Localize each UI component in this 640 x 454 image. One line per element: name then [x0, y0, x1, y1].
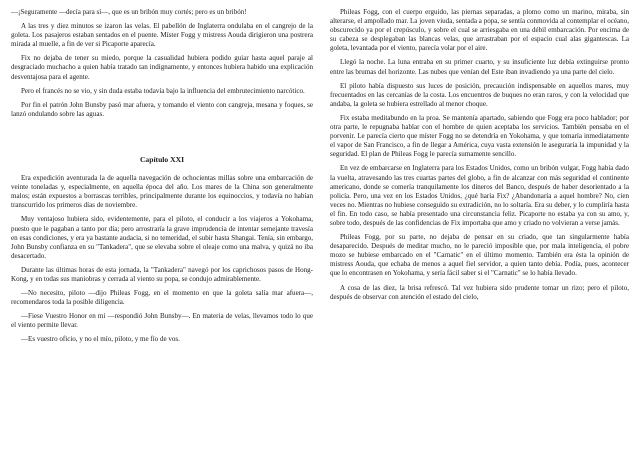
- left-page-column: [11, 8, 313, 350]
- right-page-column: [330, 8, 629, 307]
- paragraph: Pero el francés no se vio, y sin duda estaba todavía bajo la influencia del embrutecimiento narcótico.: [21, 86, 305, 95]
- paragraph: El piloto había dispuesto sus luces de posición, precaución indispensable en aquellos mares, muy frecuentados en las cercanías de la costa. Los encuentros de buques no eran raros, y con la velocidad que andaba, la goleta se hubiera estrellado al menor choque.: [330, 81, 629, 108]
- paragraph: Phileas Fogg, con el cuerpo erguido, las piernas separadas, a plomo como un marino, miraba, sin alterarse, el ampollado mar. La joven viuda, sentada a popa, se sentía conmovida al contemplar el océano, obscurecido ya por el crepúsculo, y sobre el cual se arriesgaba en una débil embarcación. Por encima de su cabeza se desplegaban las blancas velas, que arrastraban por el espacio cual alas gigantescas. La goleta, levantada por el viento, parecía volar por el aire.: [330, 8, 629, 53]
- paragraph: A cosa de las diez, la brisa refrescó. Tal vez hubiera sido prudente tomar un rizo; pero el piloto, después de observar con atención el estado del cielo,: [330, 283, 629, 301]
- paragraph: Por fin el patrón John Bunsby pasó mar afuera, y tomando el viento con cangreja, mesana y foques, se lanzó ondulando sobre las aguas.: [11, 100, 313, 118]
- chapter-heading: Capítulo XXI: [139, 154, 185, 164]
- paragraph: Fix no dejaba de tener su miedo, porque la casualidad hubiera podido guiar hasta aquel paraje al desgraciado muchacho a quien había tratado tan indignamente, y entonces hubiera habido una explicación desventajosa para el agente.: [11, 54, 313, 81]
- paragraph: —Es vuestro oficio, y no el mío, piloto, y me fío de vos.: [21, 335, 180, 344]
- paragraph: —No necesito, piloto —dijo Phileas Fogg, en el momento en que la goleta salía mar afuera—, recomendaros toda la posible diligencia.: [11, 289, 313, 307]
- paragraph: Durante las últimas horas de esta jornada, la "Tankadera" navegó por los caprichosos pasos de Hong-Kong, y en todas sus maniobras y cerrada al viento su popa, se condujo admirablemente.: [11, 265, 313, 283]
- paragraph: Llegó la noche. La luna entraba en su primer cuarto, y su insuficiente luz debía extinguirse pronto entre las brumas del horizonte. Las nubes que venían del Este iban invadiendo ya una parte del cielo.: [330, 58, 629, 76]
- paragraph: —¡Seguramente —decía para sí—, que es un bribón muy cortés; pero es un bribón!: [11, 8, 247, 16]
- paragraph: Fix estaba meditabundo en la proa. Se mantenía apartado, sabiendo que Fogg era poco hablador; por otra parte, le repugnaba hablar con el hombre de quien aceptaba los servicios. También pensaba en el porvenir. Le parecía cierto que míster Fogg no se detendría en Yokohama, y que tomaría inmediatamente el vapor de San Francisco, a fin de llegar a América, cuya vasta extensión le aseguraría la impunidad y la seguridad. El plan de Phileas Fogg le parecía sumamente sencillo.: [330, 113, 629, 159]
- paragraph: Phileas Fogg, por su parte, no dejaba de pensar en su criado, que tan singularmente había desaparecido. Después de meditar mucho, no le pareció imposible que, por mala inteligencia, el pobre mozo se hubiese embarcado en el "Carnatic" en el último momento. También era ésta la opinión de mistress Aouda, que echaba de menos a aquel fiel servidor, a quien tanto debía. Podía, pues, acontecer que lo encontrasen en Yokohama, y sería fácil saber si el "Carnatic" se lo había llevado.: [330, 233, 629, 278]
- paragraph: Muy ventajoso hubiera sido, evidentemente, para el piloto, el conducir a los viajeros a Yokohama, puesto que le pagaban a tanto por día; pero arrostraría la grave imprudencia de intentar semejante travesía en esas condiciones, y era ya bastante audacia, si no temeridad, el subir hasta Shangai. Tenía, sin embargo, John Bunsby confianza en su "Tankadera", que se elevaba sobre el oleaje como una malva, y quizá no iba desacertado.: [11, 215, 313, 260]
- paragraph: En vez de embarcarse en Inglaterra para los Estados Unidos, como un bribón vulgar, Fogg había dado la vuelta, atravesando las tres cuartas partes del globo, a fin de alcanzar con más seguridad el continente americano, donde se comería tranquilamente los dineros del Banco, después de haber desorientado a la policía. Pero, una vez en los Estados Unidos, ¿qué haría Fix? ¿Abandonaría a aquel hombre? No, cien veces no. Mientras no hubiese conseguido su extradición, no lo soltaría. Era su deber, y lo cumpliría hasta el fin. En todo caso, se había presentado una circunstancia feliz. Picaporte no estaba ya con su amo, y, sobre todo, después de las confidencias de Fix importaba que amo y criado no volvieran a verse jamás.: [330, 164, 629, 227]
- paragraph: Era expedición aventurada la de aquella navegación de ochocientas millas sobre una embarcación de veinte toneladas y, especialmente, en aquella época del año. Los mares de la China son generalmente malos; están expuestos a borrascas terribles, principalmente durante los equinoccios, y todavía no habían transcurrido los primeros días de noviembre.: [11, 174, 313, 210]
- paragraph: A las tres y diez minutos se izaron las velas. El pabellón de Inglaterra ondulaba en el cangrejo de la goleta. Los pasajeros estaban sentados en el puente. Míster Fogg y mistress Aouda dirigieron una postrera mirada al muelle, a fin de ver si Picaporte aparecía.: [11, 22, 313, 49]
- paragraph: —Fiese Vuestro Honor en mí —respondió John Bunsby—. En materia de velas, llevamos todo lo que el viento permite llevar.: [11, 312, 313, 330]
